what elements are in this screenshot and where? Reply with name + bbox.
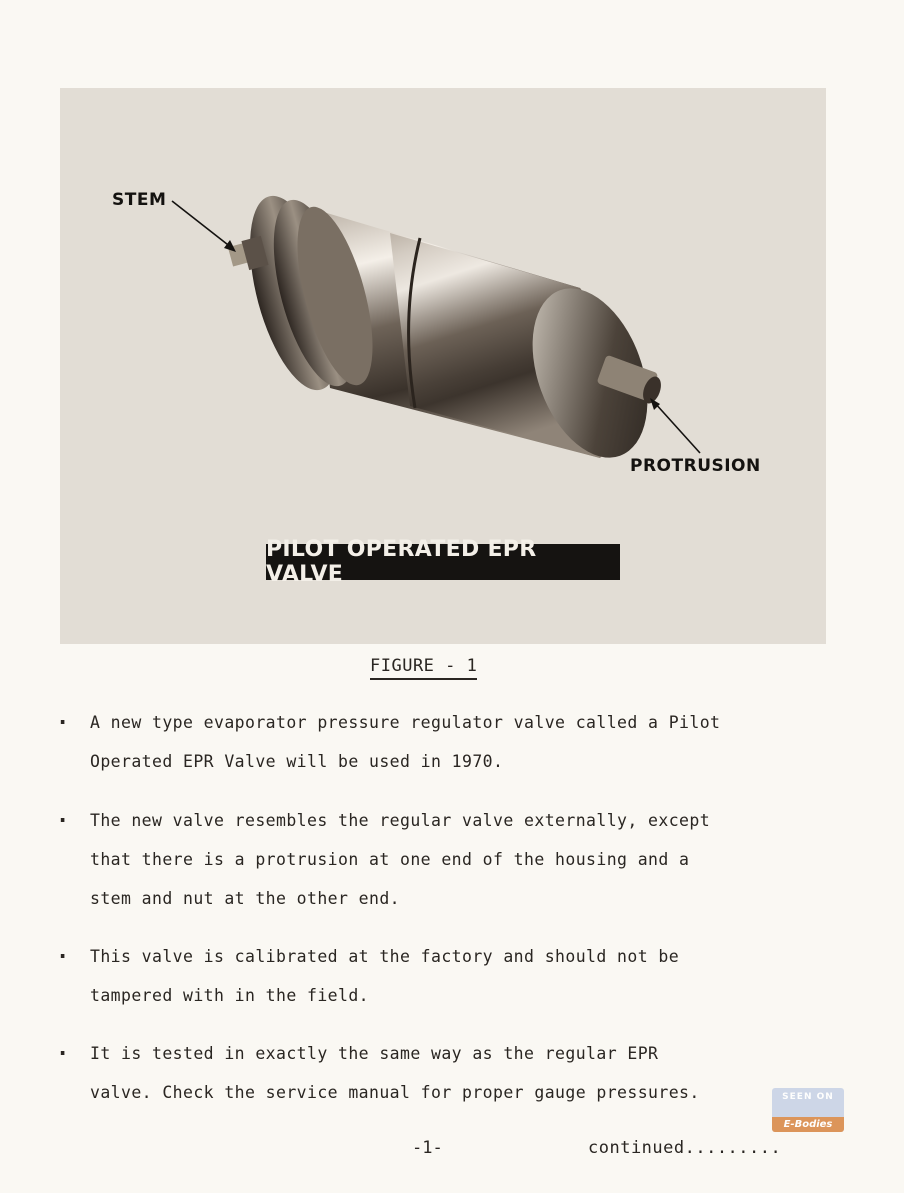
bullet-marker: .	[56, 705, 70, 730]
list-item	[56, 801, 876, 918]
continued-label: continued.........	[588, 1138, 782, 1158]
page-number: -1-	[412, 1138, 443, 1158]
watermark-top: SEEN ON	[782, 1092, 834, 1102]
figure-caption: PILOT OPERATED EPR VALVE	[266, 544, 620, 580]
bullet-marker: .	[56, 1036, 70, 1061]
bullet-text: A new type evaporator pressure regulator valve called a Pilot Operated EPR Valve will be used in 1970.	[90, 713, 721, 771]
protrusion-arrow	[654, 402, 700, 453]
watermark-logo	[772, 1088, 844, 1132]
watermark-bottom: E-Bodies	[772, 1117, 844, 1132]
list-item	[56, 937, 876, 1015]
protrusion-callout: PROTRUSION	[630, 456, 761, 476]
figure-photo	[60, 88, 826, 644]
list-item	[56, 703, 876, 781]
list-item	[56, 1034, 876, 1112]
bullet-text: The new valve resembles the regular valve externally, except that there is a protrusion at one end of the housing and a stem and nut at the other end.	[90, 811, 711, 908]
stem-arrow	[172, 201, 232, 248]
bullet-marker: .	[56, 803, 70, 828]
bullet-text: This valve is calibrated at the factory and should not be tampered with in the field.	[90, 947, 680, 1005]
figure-label: FIGURE - 1	[370, 656, 477, 680]
stem-callout: STEM	[112, 190, 167, 210]
bullet-marker: .	[56, 939, 70, 964]
bullet-text: It is tested in exactly the same way as the regular EPR valve. Check the service manual for proper gauge pressures.	[90, 1044, 700, 1102]
